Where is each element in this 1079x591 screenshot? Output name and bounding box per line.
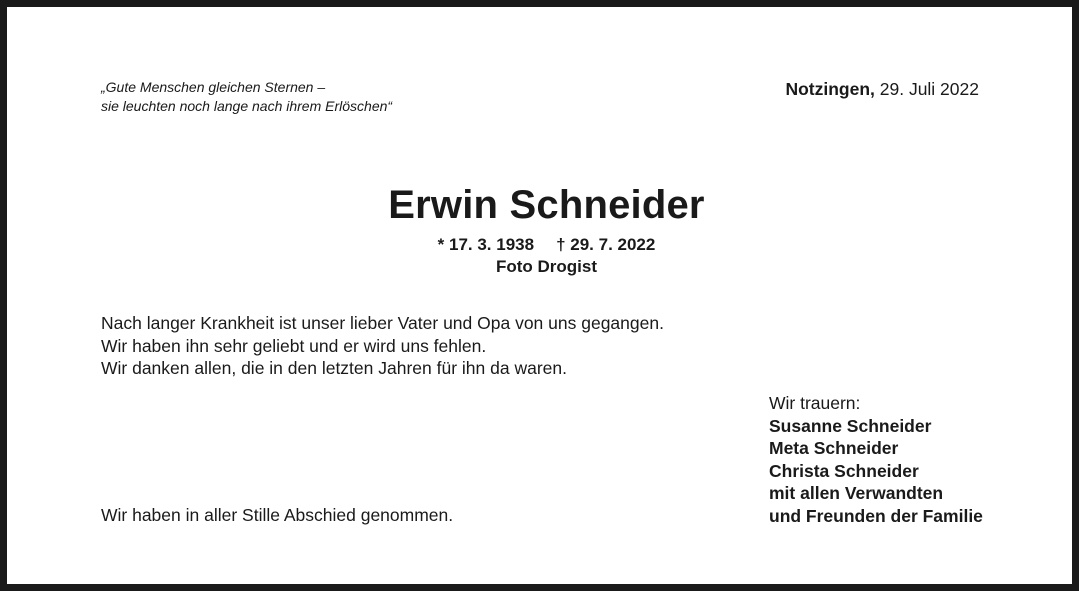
mourner-name: Meta Schneider [769, 438, 899, 458]
mourner-name: Susanne Schneider [769, 415, 932, 436]
epigraph-quote [101, 78, 392, 116]
message-line: Wir haben ihn sehr geliebt und er wird uns fehlen. [101, 335, 487, 356]
deceased-name: Erwin Schneider [388, 183, 705, 227]
dateline-place: Notzingen, [785, 79, 875, 99]
quote-line-1: „Gute Menschen gleichen Sternen – [101, 79, 326, 95]
quote-line-2: sie leuchten noch lange nach ihrem Erlöschen“ [101, 98, 393, 114]
mourners-intro: Wir trauern: [769, 393, 861, 413]
message-line: Wir danken allen, die in den letzten Jahren für ihn da waren. [101, 358, 567, 378]
message-line: Nach langer Krankheit ist unser lieber Vater und Opa von uns gegangen. [101, 313, 664, 333]
birth-date: * 17. 3. 1938 [437, 235, 535, 254]
closing-line: Wir haben in aller Stille Abschied genommen. [101, 505, 454, 525]
message-text [101, 312, 664, 380]
mourner-name: Christa Schneider [769, 460, 919, 481]
mourner-name: und Freunden der Familie [769, 505, 983, 526]
dateline-date: 29. Juli 2022 [879, 79, 979, 99]
photo-credit: Foto Drogist [495, 257, 598, 276]
dateline [785, 78, 979, 100]
death-date: † 29. 7. 2022 [556, 235, 656, 254]
mourners-block [769, 392, 983, 527]
mourner-name: mit allen Verwandten [769, 483, 944, 503]
life-dates [7, 234, 1079, 255]
